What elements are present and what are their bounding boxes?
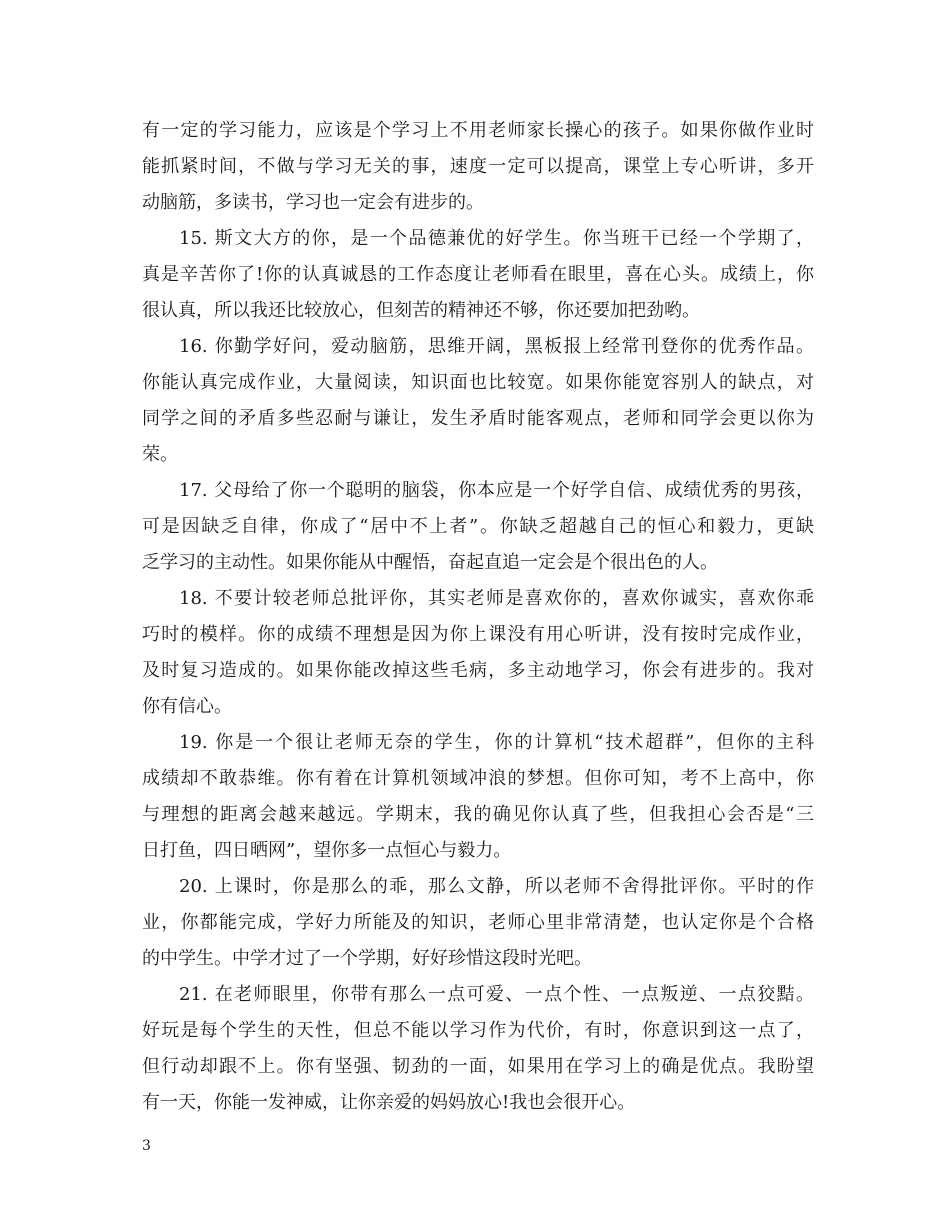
text-line: 业，你都能完成，学好力所能及的知识，老师心里非常清楚，也认定你是个合格 — [142, 912, 814, 933]
paragraph-19 — [142, 725, 814, 869]
paragraph-15 — [142, 221, 814, 329]
text-line: 能抓紧时间，不做与学习无关的事，速度一定可以提高，课堂上专心听讲，多开 — [142, 156, 814, 177]
paragraph-20 — [142, 869, 814, 977]
text-line: 真是辛苦你了!你的认真诚恳的工作态度让老师看在眼里，喜在心头。成绩上，你 — [142, 264, 814, 285]
text-line: 你有信心。 — [142, 696, 232, 717]
text-line: 乏学习的主动性。如果你能从中醒悟，奋起直追一定会是个很出色的人。 — [142, 552, 718, 573]
paragraph-21 — [142, 977, 814, 1121]
text-line: 有一定的学习能力，应该是个学习上不用老师家长操心的孩子。如果你做作业时 — [142, 120, 814, 141]
paragraph-continued — [142, 113, 814, 221]
paragraph-17 — [142, 473, 814, 581]
text-line: 很认真，所以我还比较放心，但刻苦的精神还不够，你还要加把劲哟。 — [142, 300, 700, 321]
text-line: 17. 父母给了你一个聪明的脑袋，你本应是一个好学自信、成绩优秀的男孩， — [179, 480, 814, 501]
paragraph-18 — [142, 581, 814, 725]
text-line: 荣。 — [142, 444, 178, 465]
text-line: 20. 上课时，你是那么的乖，那么文静，所以老师不舍得批评你。平时的作 — [179, 876, 814, 897]
paragraph-16 — [142, 329, 814, 473]
text-line: 可是因缺乏自律，你成了“居中不上者”。你缺乏超越自己的恒心和毅力，更缺 — [142, 516, 814, 537]
text-line: 巧时的模样。你的成绩不理想是因为你上课没有用心听讲，没有按时完成作业， — [142, 624, 814, 645]
text-line: 16. 你勤学好问，爱动脑筋，思维开阔，黑板报上经常刊登你的优秀作品。 — [179, 336, 814, 357]
text-line: 成绩却不敢恭维。你有着在计算机领域冲浪的梦想。但你可知，考不上高中，你 — [142, 768, 814, 789]
page-number: 3 — [142, 1138, 151, 1154]
text-line: 15. 斯文大方的你，是一个品德兼优的好学生。你当班干已经一个学期了， — [179, 228, 814, 249]
text-line: 的中学生。中学才过了一个学期，好好珍惜这段时光吧。 — [142, 948, 592, 969]
document-body — [142, 113, 814, 1121]
text-line: 18. 不要计较老师总批评你，其实老师是喜欢你的，喜欢你诚实，喜欢你乖 — [179, 588, 814, 609]
text-line: 动脑筋，多读书，学习也一定会有进步的。 — [142, 192, 484, 213]
text-line: 19. 你是一个很让老师无奈的学生，你的计算机“技术超群”，但你的主科 — [179, 732, 814, 753]
text-line: 但行动却跟不上。你有坚强、韧劲的一面，如果用在学习上的确是优点。我盼望 — [142, 1056, 814, 1077]
text-line: 有一天，你能一发神威，让你亲爱的妈妈放心!我也会很开心。 — [142, 1092, 636, 1113]
text-line: 同学之间的矛盾多些忍耐与谦让，发生矛盾时能客观点，老师和同学会更以你为 — [142, 408, 814, 429]
text-line: 你能认真完成作业，大量阅读，知识面也比较宽。如果你能宽容别人的缺点，对 — [142, 372, 814, 393]
text-line: 21. 在老师眼里，你带有那么一点可爱、一点个性、一点叛逆、一点狡黠。 — [179, 984, 814, 1005]
text-line: 日打鱼，四日晒网”，望你多一点恒心与毅力。 — [142, 840, 512, 861]
text-line: 与理想的距离会越来越远。学期末，我的确见你认真了些，但我担心会否是“三 — [142, 804, 814, 825]
text-line: 及时复习造成的。如果你能改掉这些毛病，多主动地学习，你会有进步的。我对 — [142, 660, 814, 681]
text-line: 好玩是每个学生的天性，但总不能以学习作为代价，有时，你意识到这一点了， — [142, 1020, 814, 1041]
